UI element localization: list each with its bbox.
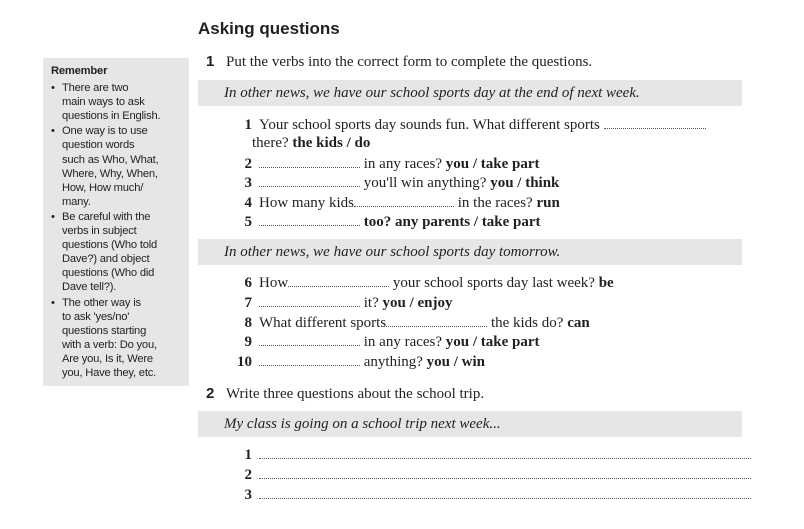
context-band-3: My class is going on a school trip next week... bbox=[198, 411, 742, 437]
remember-line: Dave?) and object bbox=[62, 253, 150, 266]
question-7 bbox=[232, 294, 453, 312]
remember-line: with a verb: Do you, bbox=[62, 338, 157, 351]
remember-line: many. bbox=[62, 195, 91, 208]
question-text: you'll win anything? bbox=[363, 175, 487, 191]
remember-item bbox=[51, 210, 183, 295]
question-text: in any races? bbox=[363, 156, 443, 172]
remember-line: verbs in subject bbox=[62, 225, 137, 238]
question-number: 6 bbox=[244, 275, 252, 291]
question-number: 4 bbox=[244, 195, 252, 211]
question-number: 7 bbox=[244, 295, 252, 311]
question-number: 8 bbox=[244, 315, 252, 331]
remember-list bbox=[51, 81, 183, 380]
remember-line: questions starting bbox=[62, 324, 147, 337]
question-1-cont bbox=[252, 135, 370, 152]
verb-cue: you / take part bbox=[445, 156, 540, 172]
remember-line: • One way is to use bbox=[62, 125, 148, 138]
write-line-2 bbox=[232, 466, 751, 484]
remember-line: to ask 'yes/no' bbox=[62, 310, 130, 323]
question-number: 1 bbox=[244, 117, 252, 133]
instruction-text: Put the verbs into the correct form to complete the questions. bbox=[226, 54, 593, 70]
verb-cue: you / win bbox=[426, 354, 486, 370]
answer-line[interactable] bbox=[259, 446, 751, 459]
answer-blank[interactable] bbox=[354, 194, 454, 207]
remember-item bbox=[51, 81, 183, 123]
question-1 bbox=[232, 116, 706, 134]
question-text: there? bbox=[252, 135, 289, 151]
remember-line: such as Who, What, bbox=[62, 153, 159, 166]
write-line-1 bbox=[232, 446, 751, 464]
question-number: 2 bbox=[244, 156, 252, 172]
question-6 bbox=[232, 274, 614, 292]
page-title: Asking questions bbox=[198, 19, 340, 38]
remember-line: questions (Who told bbox=[62, 239, 158, 252]
answer-blank[interactable] bbox=[288, 274, 389, 287]
question-text: too? any parents / take part bbox=[363, 214, 541, 230]
question-9 bbox=[232, 333, 540, 351]
question-text: anything? bbox=[363, 354, 423, 370]
answer-blank[interactable] bbox=[259, 294, 360, 307]
verb-cue: be bbox=[598, 275, 614, 291]
question-text: in the races? bbox=[457, 195, 533, 211]
answer-blank[interactable] bbox=[259, 333, 360, 346]
remember-line: questions (Who did bbox=[62, 267, 155, 280]
question-5 bbox=[232, 213, 541, 231]
remember-item bbox=[51, 124, 183, 209]
line-number: 3 bbox=[244, 487, 252, 503]
question-number: 5 bbox=[244, 214, 252, 230]
exercise-number: 1 bbox=[206, 53, 215, 70]
remember-item bbox=[51, 296, 183, 381]
verb-cue: you / think bbox=[490, 175, 560, 191]
write-line-3 bbox=[232, 486, 751, 504]
remember-heading: Remember bbox=[51, 65, 108, 77]
answer-blank[interactable] bbox=[259, 155, 360, 168]
question-text: it? bbox=[363, 295, 379, 311]
instruction-text: Write three questions about the school trip. bbox=[226, 386, 485, 402]
remember-line: you, Have they, etc. bbox=[62, 366, 157, 379]
answer-blank[interactable] bbox=[386, 314, 487, 327]
line-number: 1 bbox=[244, 447, 252, 463]
exercise-2-instruction bbox=[206, 385, 484, 403]
question-text: the kids do? bbox=[490, 315, 564, 331]
exercise-1-instruction bbox=[206, 53, 592, 71]
line-number: 2 bbox=[244, 467, 252, 483]
question-text: How bbox=[259, 275, 289, 291]
verb-cue: can bbox=[567, 315, 590, 331]
verb-cue: run bbox=[536, 195, 560, 211]
remember-line: • Be careful with the bbox=[62, 210, 151, 223]
remember-line: Are you, Is it, Were bbox=[62, 352, 153, 365]
answer-blank[interactable] bbox=[259, 213, 360, 226]
remember-line: question words bbox=[62, 139, 135, 152]
question-number: 9 bbox=[244, 334, 252, 350]
question-10 bbox=[232, 353, 485, 371]
remember-line: Where, Why, When, bbox=[62, 167, 158, 180]
question-4 bbox=[232, 194, 560, 212]
question-text: What different sports bbox=[259, 315, 387, 331]
question-8 bbox=[232, 314, 590, 332]
answer-line[interactable] bbox=[259, 466, 751, 479]
answer-blank[interactable] bbox=[259, 353, 360, 366]
question-2 bbox=[232, 155, 540, 173]
answer-line[interactable] bbox=[259, 486, 751, 499]
question-text: in any races? bbox=[363, 334, 443, 350]
question-text: How many kids bbox=[259, 195, 354, 211]
answer-blank[interactable] bbox=[604, 116, 706, 129]
question-number: 10 bbox=[237, 354, 252, 370]
question-number: 3 bbox=[244, 175, 252, 191]
context-band-2: In other news, we have our school sports day tomorrow. bbox=[198, 239, 742, 265]
answer-blank[interactable] bbox=[259, 174, 360, 187]
remember-line: questions in English. bbox=[62, 110, 161, 123]
context-band-1: In other news, we have our school sports day at the end of next week. bbox=[198, 80, 742, 106]
question-3 bbox=[232, 174, 559, 192]
exercise-number: 2 bbox=[206, 385, 215, 402]
verb-cue: the kids / do bbox=[292, 135, 371, 151]
remember-box bbox=[43, 58, 189, 386]
remember-line: Dave tell?). bbox=[62, 281, 117, 294]
question-text: Your school sports day sounds fun. What different sports bbox=[259, 117, 600, 133]
question-text: your school sports day last week? bbox=[392, 275, 595, 291]
remember-line: • The other way is bbox=[62, 296, 141, 309]
remember-line: main ways to ask bbox=[62, 96, 145, 109]
remember-line: How, How much/ bbox=[62, 181, 144, 194]
remember-line: • There are two bbox=[62, 82, 129, 95]
verb-cue: you / take part bbox=[445, 334, 540, 350]
verb-cue: you / enjoy bbox=[382, 295, 453, 311]
